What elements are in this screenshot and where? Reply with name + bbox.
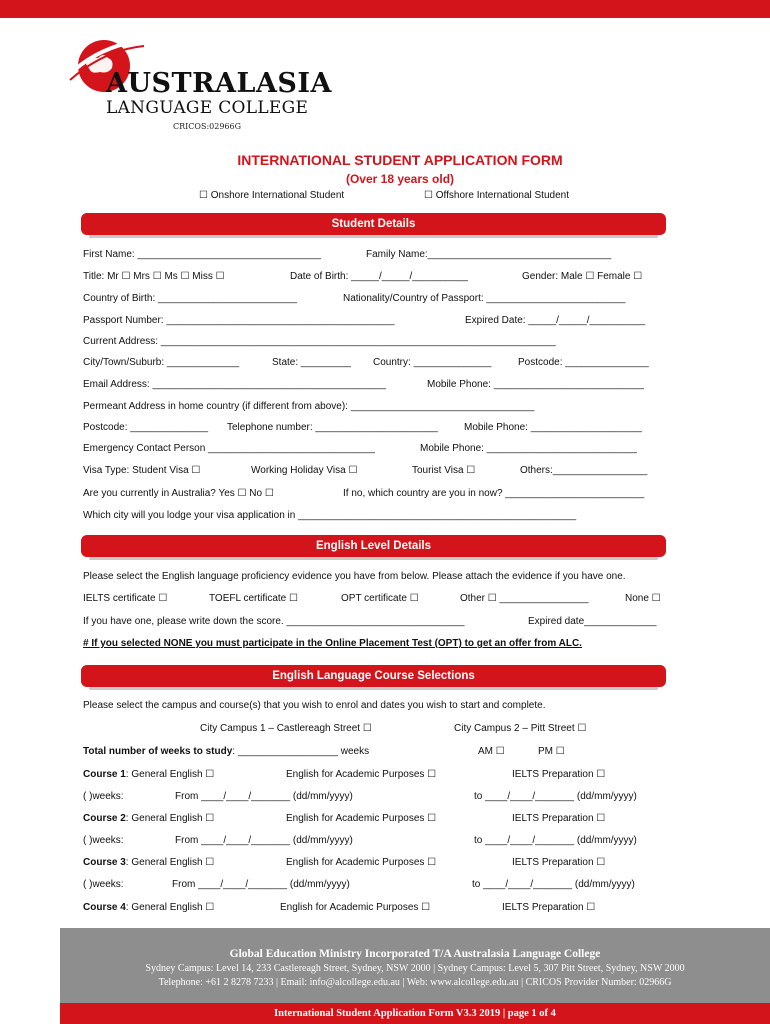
course-intro-text: Please select the campus and course(s) that you wish to enrol and dates you wish to start and complete. bbox=[83, 700, 546, 711]
dob-field[interactable]: Date of Birth: _____/_____/__________ bbox=[290, 271, 468, 282]
course1-eap-checkbox[interactable]: English for Academic Purposes ☐ bbox=[286, 769, 437, 780]
form-title: INTERNATIONAL STUDENT APPLICATION FORM bbox=[237, 152, 563, 168]
course3-general-text: : General English ☐ bbox=[125, 857, 215, 868]
email-field[interactable]: Email Address: __________________________________________ bbox=[83, 379, 387, 390]
country-field[interactable]: Country: ______________ bbox=[373, 357, 492, 368]
visa-others-field[interactable]: Others:_________________ bbox=[520, 465, 648, 476]
nationality-field[interactable]: Nationality/Country of Passport: _________________________ bbox=[343, 293, 626, 304]
ielts-checkbox[interactable]: IELTS certificate ☐ bbox=[83, 593, 168, 604]
course2-general-text: : General English ☐ bbox=[125, 813, 215, 824]
none-checkbox[interactable]: None ☐ bbox=[625, 593, 661, 604]
course2-label: Course 2 bbox=[83, 813, 126, 824]
campus2-checkbox[interactable]: City Campus 2 – Pitt Street ☐ bbox=[454, 723, 587, 734]
course3-ielts-checkbox[interactable]: IELTS Preparation ☐ bbox=[512, 857, 606, 868]
family-name-field[interactable]: Family Name:_________________________________ bbox=[366, 249, 612, 260]
footer-org-name: Global Education Ministry Incorporated T/A Australasia Language College bbox=[229, 948, 601, 960]
telephone-field[interactable]: Telephone number: ______________________ bbox=[227, 422, 438, 433]
course4-ielts-checkbox[interactable]: IELTS Preparation ☐ bbox=[502, 902, 596, 913]
course1-weeks-field[interactable]: ( )weeks: bbox=[83, 791, 124, 802]
course1-from-field[interactable]: From ____/____/_______ (dd/mm/yyyy) bbox=[175, 791, 353, 802]
title-checkboxes[interactable]: Title: Mr ☐ Mrs ☐ Ms ☐ Miss ☐ bbox=[83, 271, 225, 282]
form-subtitle: (Over 18 years old) bbox=[345, 172, 455, 186]
pm-checkbox[interactable]: PM ☐ bbox=[538, 746, 565, 757]
course3-to-field[interactable]: to ____/____/_______ (dd/mm/yyyy) bbox=[472, 879, 635, 890]
course2-weeks-field[interactable]: ( )weeks: bbox=[83, 835, 124, 846]
country-of-birth-field[interactable]: Country of Birth: _________________________ bbox=[83, 293, 298, 304]
campus1-checkbox[interactable]: City Campus 1 – Castlereagh Street ☐ bbox=[200, 723, 372, 734]
current-country-field[interactable]: If no, which country are you in now? _________________________ bbox=[343, 488, 645, 499]
visa-lodge-city-field[interactable]: Which city will you lodge your visa application in __________________________________________________ bbox=[83, 510, 577, 521]
logo-cricos: CRICOS:02966G bbox=[173, 122, 241, 131]
course1-ielts-checkbox[interactable]: IELTS Preparation ☐ bbox=[512, 769, 606, 780]
course2-ielts-checkbox[interactable]: IELTS Preparation ☐ bbox=[512, 813, 606, 824]
course2-general-english[interactable] bbox=[83, 813, 214, 824]
state-field[interactable]: State: _________ bbox=[272, 357, 351, 368]
section-english-level: English Level Details bbox=[81, 535, 666, 557]
section-student-details: Student Details bbox=[81, 213, 666, 235]
total-weeks-blank: : __________________ weeks bbox=[232, 746, 370, 757]
am-checkbox[interactable]: AM ☐ bbox=[478, 746, 505, 757]
visa-tourist-checkbox[interactable]: Tourist Visa ☐ bbox=[412, 465, 476, 476]
course3-weeks-field[interactable]: ( )weeks: bbox=[83, 879, 124, 890]
footer-contact: Telephone: +61 2 8278 7233 | Email: info@alcollege.edu.au | Web: www.alcollege.edu.au | CRICOS Provider Number: 02966G bbox=[158, 977, 672, 988]
course3-general-english[interactable] bbox=[83, 857, 214, 868]
course4-eap-checkbox[interactable]: English for Academic Purposes ☐ bbox=[280, 902, 431, 913]
logo-name: AUSTRALASIA bbox=[106, 68, 332, 99]
other-checkbox[interactable]: Other ☐ ________________ bbox=[460, 593, 589, 604]
top-red-bar bbox=[0, 0, 770, 18]
footer-page-info: International Student Application Form V3.3 2019 | page 1 of 4 bbox=[274, 1008, 556, 1019]
course1-to-field[interactable]: to ____/____/_______ (dd/mm/yyyy) bbox=[474, 791, 637, 802]
course4-general-text: : General English ☐ bbox=[125, 902, 215, 913]
score-field[interactable]: If you have one, please write down the score. ________________________________ bbox=[83, 616, 465, 627]
permanent-address-field[interactable]: Permeant Address in home country (if different from above): _________________________________ bbox=[83, 401, 535, 412]
visa-student-checkbox[interactable]: Visa Type: Student Visa ☐ bbox=[83, 465, 201, 476]
course1-general-text: : General English ☐ bbox=[125, 769, 215, 780]
passport-number-field[interactable]: Passport Number: _________________________________________ bbox=[83, 315, 395, 326]
course2-from-field[interactable]: From ____/____/_______ (dd/mm/yyyy) bbox=[175, 835, 353, 846]
course3-label: Course 3 bbox=[83, 857, 126, 868]
course2-to-field[interactable]: to ____/____/_______ (dd/mm/yyyy) bbox=[474, 835, 637, 846]
in-australia-checkboxes[interactable]: Are you currently in Australia? Yes ☐ No ☐ bbox=[83, 488, 274, 499]
english-expired-field[interactable]: Expired date_____________ bbox=[528, 616, 657, 627]
emergency-contact-field[interactable]: Emergency Contact Person ______________________________ bbox=[83, 443, 375, 454]
course3-eap-checkbox[interactable]: English for Academic Purposes ☐ bbox=[286, 857, 437, 868]
toefl-checkbox[interactable]: TOEFL certificate ☐ bbox=[209, 593, 298, 604]
opt-note: # If you selected NONE you must participate in the Online Placement Test (OPT) to get an offer from ALC. bbox=[83, 638, 582, 649]
gender-checkboxes[interactable]: Gender: Male ☐ Female ☐ bbox=[522, 271, 643, 282]
total-weeks-field[interactable] bbox=[83, 746, 369, 757]
section-course-selections: English Language Course Selections bbox=[81, 665, 666, 687]
emergency-mobile-field[interactable]: Mobile Phone: ___________________________ bbox=[420, 443, 637, 454]
onshore-checkbox[interactable]: ☐ Onshore International Student bbox=[199, 190, 345, 201]
college-logo bbox=[66, 36, 332, 136]
footer-campuses: Sydney Campus: Level 14, 233 Castlereagh Street, Sydney, NSW 2000 | Sydney Campus: Level 5, 307 Pitt Street, Sydney, NSW 2000 bbox=[145, 963, 685, 974]
course1-general-english[interactable] bbox=[83, 769, 214, 780]
logo-subtitle: LANGUAGE COLLEGE bbox=[106, 98, 309, 118]
course1-label: Course 1 bbox=[83, 769, 126, 780]
mobile-phone-field[interactable]: Mobile Phone: ___________________________ bbox=[427, 379, 644, 390]
course4-label: Course 4 bbox=[83, 902, 126, 913]
city-field[interactable]: City/Town/Suburb: _____________ bbox=[83, 357, 240, 368]
home-mobile-field[interactable]: Mobile Phone: ____________________ bbox=[464, 422, 642, 433]
course4-general-english[interactable] bbox=[83, 902, 214, 913]
current-address-field[interactable]: Current Address: _______________________________________________________________________ bbox=[83, 336, 556, 347]
visa-whv-checkbox[interactable]: Working Holiday Visa ☐ bbox=[251, 465, 358, 476]
course3-from-field[interactable]: From ____/____/_______ (dd/mm/yyyy) bbox=[172, 879, 350, 890]
total-weeks-label: Total number of weeks to study bbox=[83, 746, 233, 757]
passport-expired-field[interactable]: Expired Date: _____/_____/__________ bbox=[465, 315, 646, 326]
opt-checkbox[interactable]: OPT certificate ☐ bbox=[341, 593, 419, 604]
english-intro-text: Please select the English language proficiency evidence you have from below. Please attach the evidence if you have one. bbox=[83, 571, 626, 582]
postcode-field[interactable]: Postcode: _______________ bbox=[518, 357, 649, 368]
offshore-checkbox[interactable]: ☐ Offshore International Student bbox=[424, 190, 569, 201]
first-name-field[interactable]: First Name: _________________________________ bbox=[83, 249, 321, 260]
home-postcode-field[interactable]: Postcode: ______________ bbox=[83, 422, 209, 433]
course2-eap-checkbox[interactable]: English for Academic Purposes ☐ bbox=[286, 813, 437, 824]
